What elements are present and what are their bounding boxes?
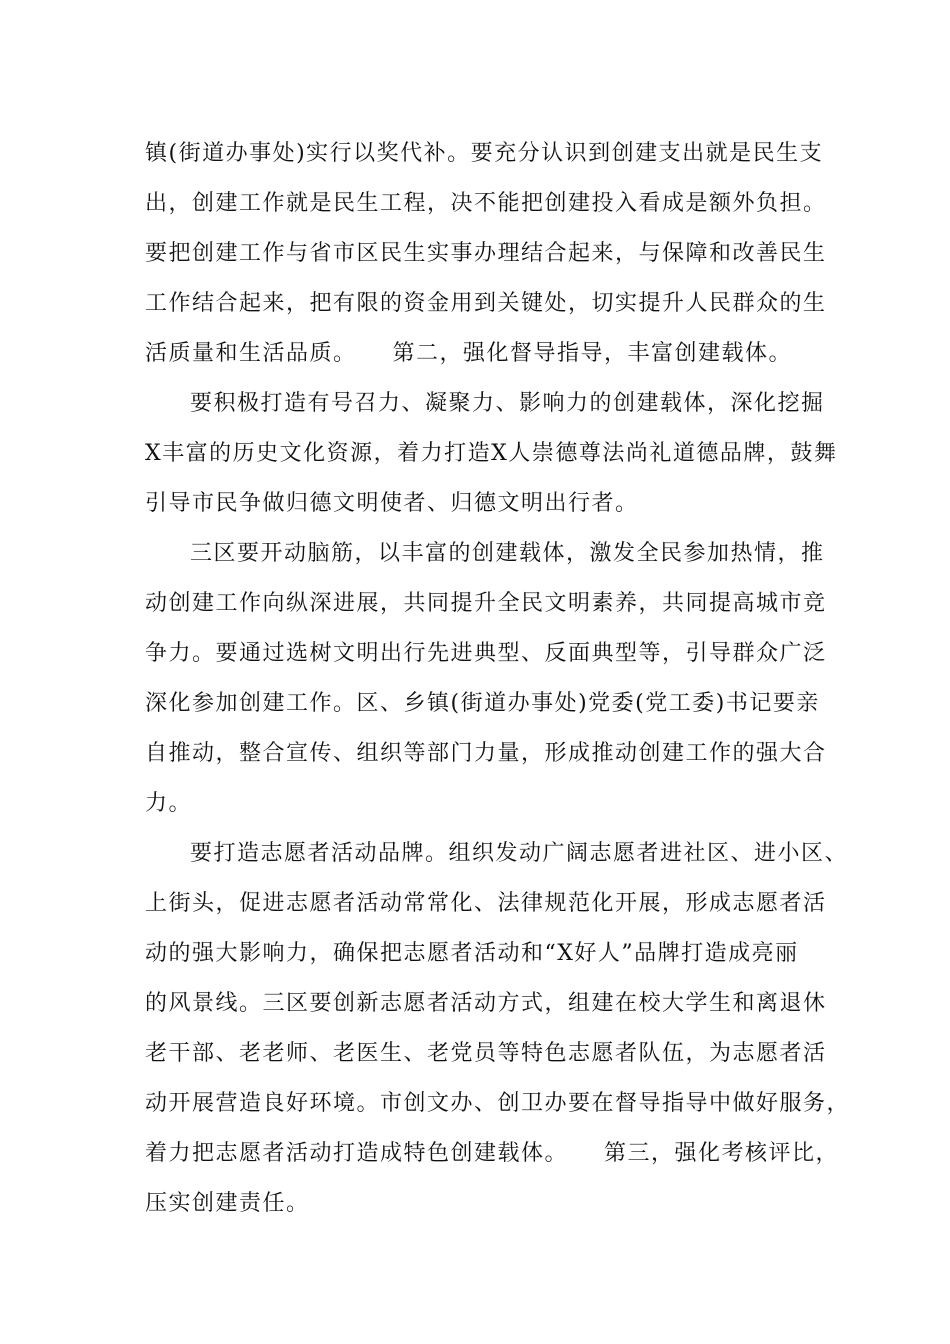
text-line: 自推动，整合宣传、组织等部门力量，形成推动创建工作的强大合: [145, 741, 827, 766]
paragraph-first-line: 要打造志愿者活动品牌。组织发动广阔志愿者进社区、进小区、: [190, 841, 849, 866]
text-line: X丰富的历史文化资源，着力打造X人崇德尊法尚礼道德品牌，鼓舞: [145, 441, 838, 466]
paragraph-first-line: 要积极打造有号召力、凝聚力、影响力的创建载体，深化挖掘: [190, 391, 825, 416]
text-line: 动创建工作向纵深进展，共同提升全民文明素养，共同提高城市竞: [145, 591, 827, 616]
text-line: 上街头，促进志愿者活动常常化、法律规范化开展，形成志愿者活: [145, 891, 827, 916]
text-line: 动开展营造良好环境。市创文办、创卫办要在督导指导中做好服务，: [145, 1091, 851, 1116]
text-line: 压实创建责任。: [145, 1191, 310, 1216]
text-line: 争力。要通过选树文明出行先进典型、反面典型等，引导群众广泛: [145, 641, 827, 666]
paragraph-first-line: 三区要开动脑筋，以丰富的创建载体，激发全民参加热情，推: [190, 541, 825, 566]
text-line: 引导市民争做归德文明使者、归德文明出行者。: [145, 491, 639, 516]
text-line: 的风景线。三区要创新志愿者活动方式，组建在校大学生和离退休: [145, 991, 827, 1016]
text-line: 工作结合起来，把有限的资金用到关键处，切实提升人民群众的生: [145, 291, 827, 316]
text-line: 着力把志愿者活动打造成特色创建载体。 第三，强化考核评比，: [145, 1141, 840, 1166]
text-line: 出，创建工作就是民生工程，决不能把创建投入看成是额外负担。: [145, 191, 827, 216]
text-line: 镇(街道办事处)实行以奖代补。要充分认识到创建支出就是民生支: [145, 141, 824, 166]
text-line: 深化参加创建工作。区、乡镇(街道办事处)党委(党工委)书记要亲: [145, 691, 820, 716]
text-line: 老干部、老老师、老医生、老党员等特色志愿者队伍，为志愿者活: [145, 1041, 827, 1066]
text-line: 活质量和生活品质。 第二，强化督导指导，丰富创建载体。: [145, 341, 793, 366]
text-line: 力。: [145, 791, 193, 816]
text-line: 动的强大影响力，确保把志愿者活动和“X好人”品牌打造成亮丽: [145, 941, 799, 966]
text-line: 要把创建工作与省市区民生实事办理结合起来，与保障和改善民生: [145, 241, 827, 266]
